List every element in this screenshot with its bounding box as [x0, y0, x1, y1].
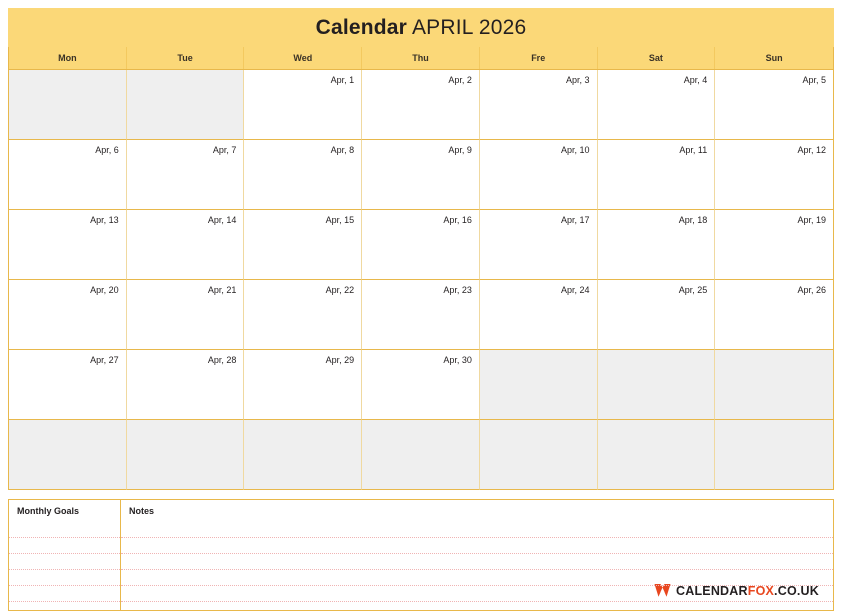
weekday-wed: Wed [244, 47, 362, 69]
rule-line [121, 538, 833, 554]
calendar-grid [8, 69, 834, 490]
calendar-cell-empty [480, 350, 598, 420]
weekday-thu: Thu [362, 47, 480, 69]
rule-line [121, 583, 833, 602]
monthly-goals-column[interactable] [9, 500, 121, 610]
day-label: Apr, 16 [443, 215, 472, 225]
calendar-cell-day[interactable] [362, 280, 480, 350]
day-label: Apr, 18 [678, 215, 708, 225]
calendar-cell-day[interactable] [598, 280, 716, 350]
day-label: Apr, 7 [212, 145, 237, 155]
calendar-cell-day[interactable] [244, 210, 362, 280]
calendar-cell-day[interactable] [715, 210, 833, 280]
monthly-goals-label: Monthly Goals [17, 506, 80, 516]
day-label: Apr, 26 [797, 285, 826, 295]
rule-line [121, 522, 833, 538]
calendar-cell-empty [598, 350, 716, 420]
rule-line [9, 554, 120, 570]
rule-line [9, 538, 120, 554]
calendar-cell-day[interactable] [362, 210, 480, 280]
calendar-cell-empty [9, 420, 127, 490]
notes-lines [121, 522, 833, 610]
notes-column[interactable] [121, 500, 833, 610]
day-label: Apr, 28 [207, 355, 237, 365]
calendar-cell-empty [362, 420, 480, 490]
day-label: Apr, 20 [90, 285, 119, 295]
calendar-cell-empty [127, 420, 245, 490]
calendar-cell-day[interactable] [9, 210, 127, 280]
calendar-cell-day[interactable] [9, 280, 127, 350]
calendar-cell-day[interactable] [127, 280, 245, 350]
calendar-cell-empty [127, 70, 245, 140]
calendar-cell-day[interactable] [9, 350, 127, 420]
logo-word-fox: FOX [747, 583, 775, 598]
day-label: Apr, 24 [561, 285, 590, 295]
day-label: Apr, 14 [207, 215, 237, 225]
calendar-cell-day[interactable] [598, 210, 716, 280]
day-label: Apr, 6 [95, 145, 119, 155]
calendar-cell-day[interactable] [127, 140, 245, 210]
day-label: Apr, 25 [678, 285, 708, 295]
calendar-cell-empty [715, 350, 833, 420]
calendar-cell-day[interactable] [715, 70, 833, 140]
page-title [8, 8, 834, 47]
day-label: Apr, 30 [443, 355, 472, 365]
calendar-cell-day[interactable] [598, 140, 716, 210]
calendar-cell-empty [598, 420, 716, 490]
weekday-tue: Tue [127, 47, 245, 69]
rule-line [9, 522, 120, 538]
day-label: Apr, 4 [683, 75, 708, 85]
day-label: Apr, 21 [207, 285, 237, 295]
day-label: Apr, 10 [561, 145, 590, 155]
rule-line [9, 586, 120, 602]
day-label: Apr, 27 [90, 355, 119, 365]
day-label: Apr, 2 [448, 75, 472, 85]
logo-word-calendar: CALENDAR [676, 583, 748, 598]
calendar-cell-day[interactable] [127, 350, 245, 420]
day-label: Apr, 1 [330, 75, 355, 85]
calendar-cell-day[interactable] [362, 70, 480, 140]
day-label: Apr, 15 [325, 215, 355, 225]
calendar-cell-day[interactable] [244, 280, 362, 350]
calendar-cell-day[interactable] [480, 210, 598, 280]
notes-label: Notes [129, 506, 155, 516]
day-label: Apr, 5 [802, 75, 826, 85]
calendar-cell-day[interactable] [244, 70, 362, 140]
day-label: Apr, 17 [561, 215, 590, 225]
weekday-sat: Sat [598, 47, 716, 69]
calendar-cell-day[interactable] [127, 210, 245, 280]
notes-section [8, 499, 834, 611]
calendar-cell-day[interactable] [480, 140, 598, 210]
rule-line [9, 602, 120, 610]
day-label: Apr, 29 [325, 355, 355, 365]
weekday-sun: Sun [765, 53, 783, 63]
calendar-cell-day[interactable] [244, 350, 362, 420]
calendar-cell-empty [715, 420, 833, 490]
calendar-cell-day[interactable] [480, 280, 598, 350]
rule-line [121, 602, 833, 610]
calendar-cell-day[interactable] [9, 140, 127, 210]
weekday-mon: Mon [9, 47, 127, 69]
title-word-calendar: Calendar [315, 16, 408, 39]
day-label: Apr, 23 [443, 285, 472, 295]
title-month-year: APRIL 2026 [407, 16, 527, 39]
weekday-header-row [8, 47, 834, 69]
rule-line [9, 570, 120, 586]
calendar-cell-day[interactable] [244, 140, 362, 210]
rule-line [121, 570, 833, 586]
calendar-cell-empty [9, 70, 127, 140]
rule-line [121, 554, 833, 570]
day-label: Apr, 12 [797, 145, 826, 155]
day-label: Apr, 13 [90, 215, 119, 225]
day-label: Apr, 11 [679, 145, 708, 155]
title-text [316, 16, 527, 40]
logo-word-domain: .CO.UK [774, 583, 819, 598]
day-label: Apr, 8 [330, 145, 355, 155]
calendar-cell-day[interactable] [715, 140, 833, 210]
day-label: Apr, 3 [566, 75, 590, 85]
calendar-cell-empty [244, 420, 362, 490]
calendar-cell-empty [480, 420, 598, 490]
calendar-cell-day[interactable] [362, 350, 480, 420]
calendar-cell-day[interactable] [362, 140, 480, 210]
monthly-goals-lines [9, 522, 120, 610]
calendar-cell-day[interactable] [598, 70, 716, 140]
calendar-cell-day[interactable] [715, 280, 833, 350]
day-label: Apr, 9 [448, 145, 472, 155]
day-label: Apr, 19 [797, 215, 826, 225]
calendar-cell-day[interactable] [480, 70, 598, 140]
weekday-fre: Fre [480, 47, 598, 69]
day-label: Apr, 22 [325, 285, 355, 295]
